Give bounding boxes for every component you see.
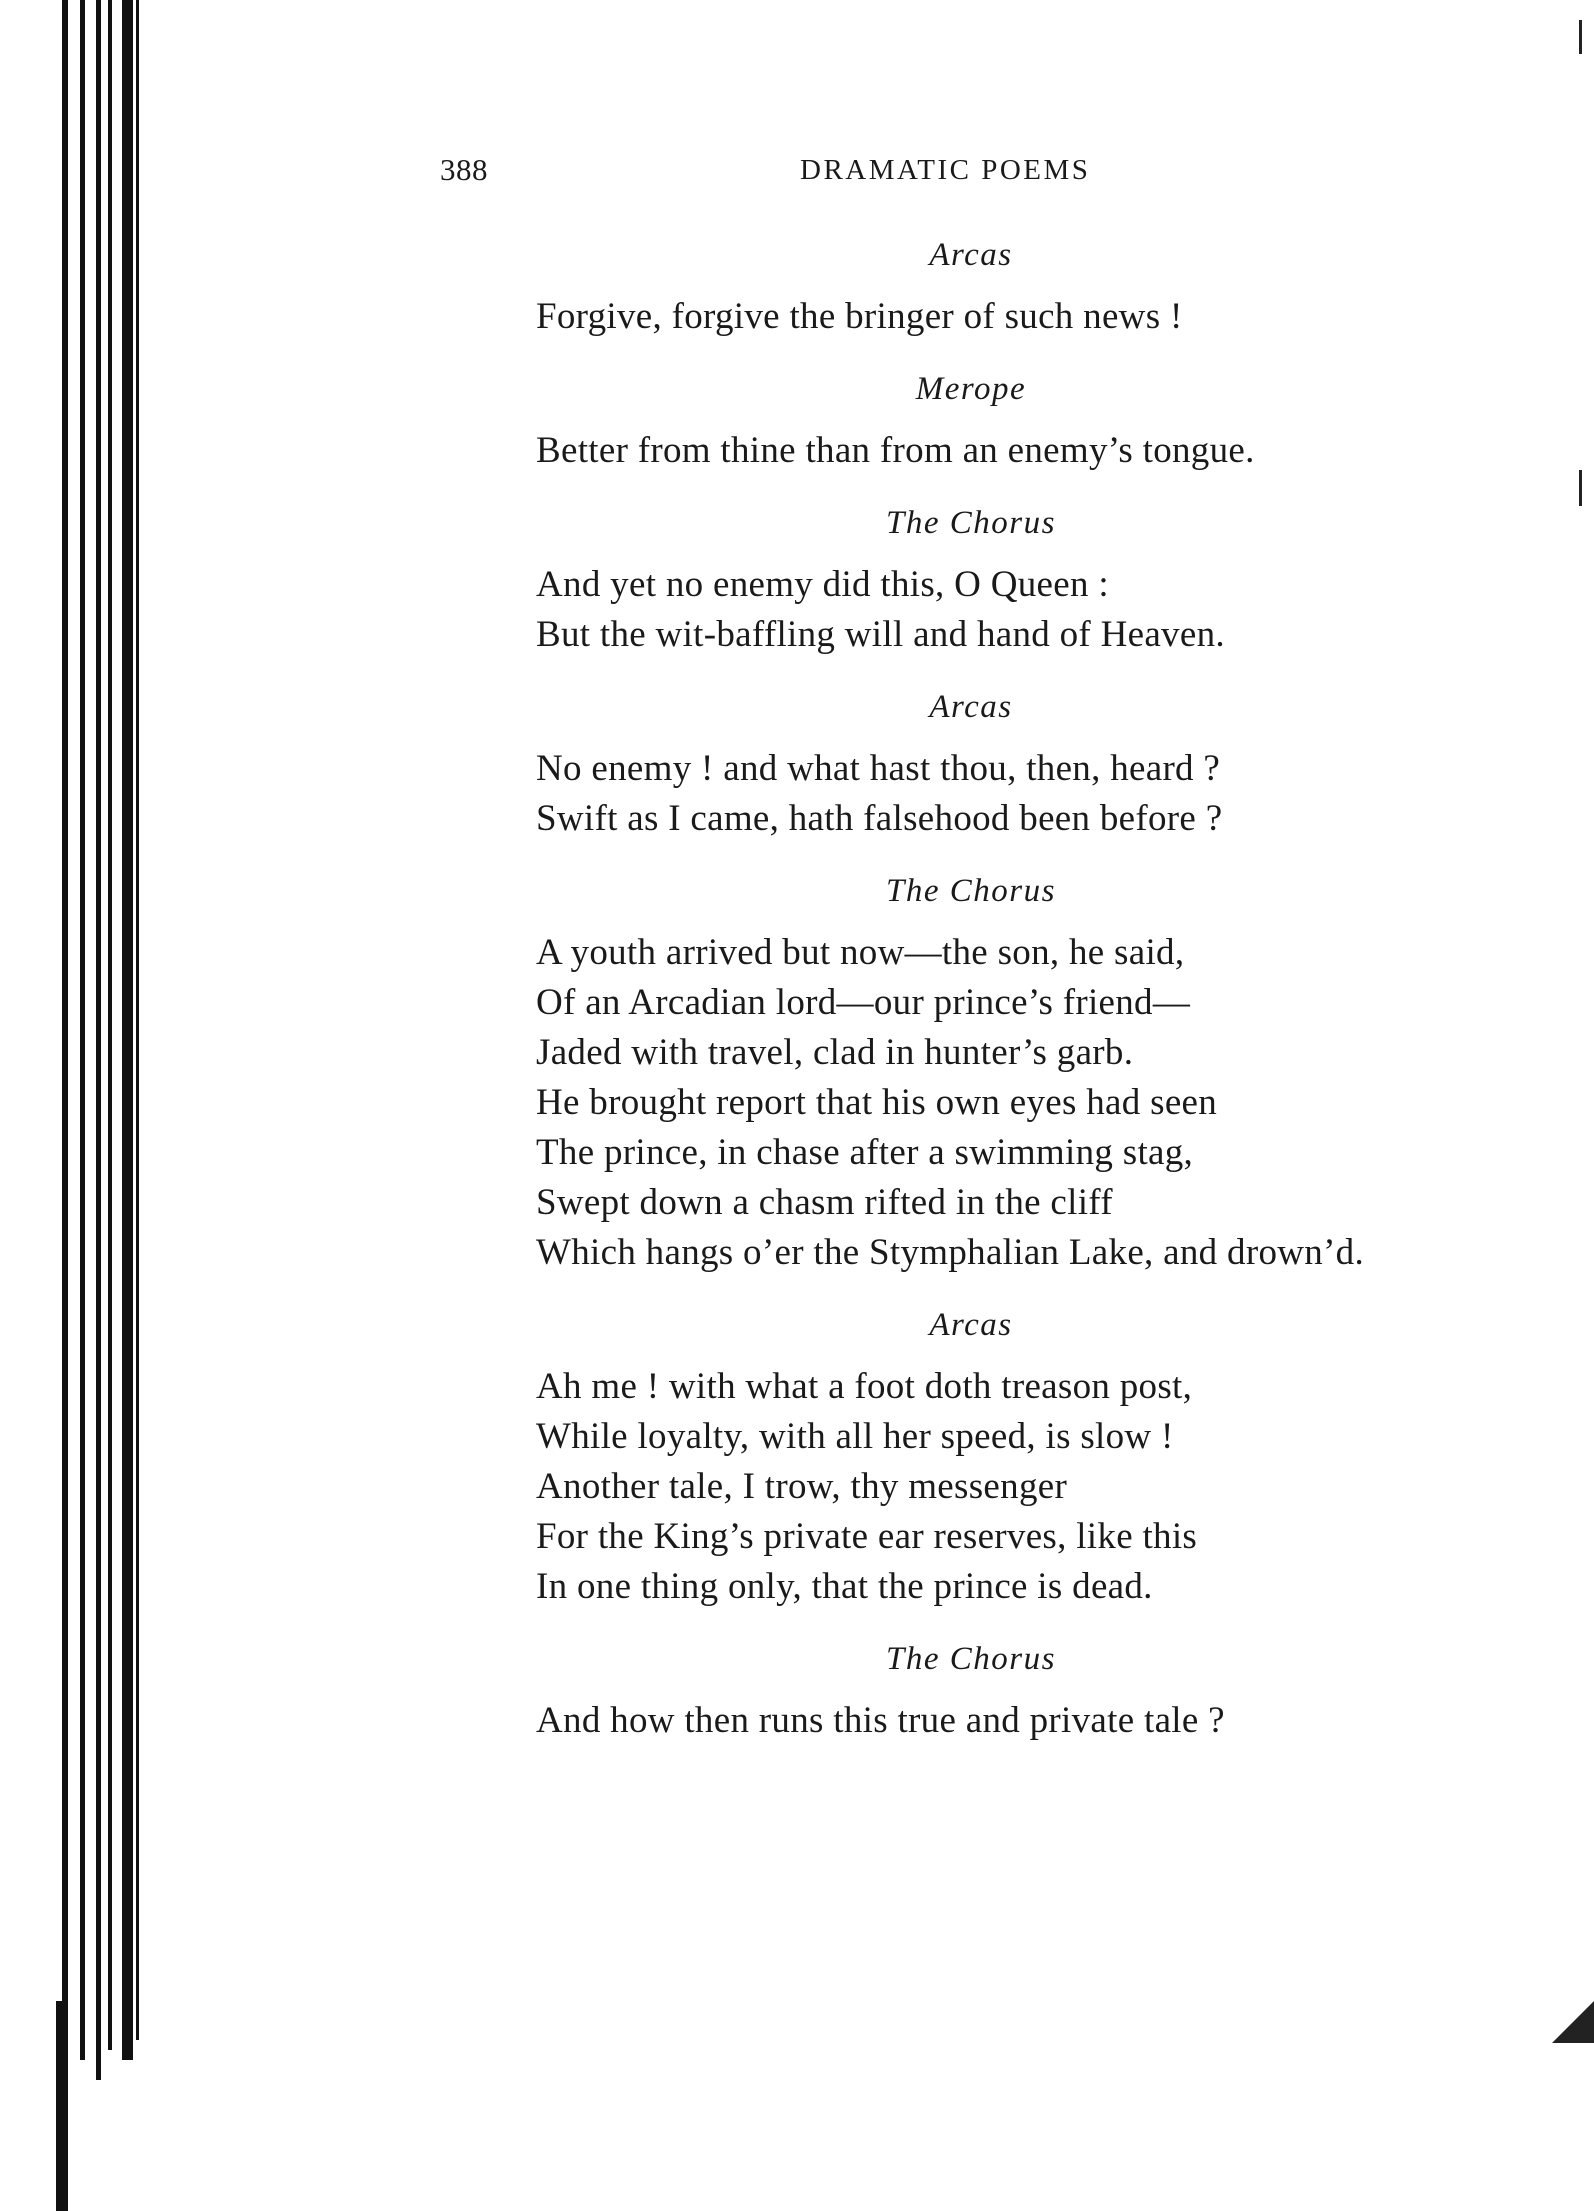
verse-line: For the King’s private ear reserves, like this: [536, 1516, 1198, 1557]
page-number: 388: [440, 152, 488, 187]
verse-line: Better from thine than from an enemy’s tongue.: [536, 430, 1255, 471]
verse-line: Another tale, I trow, thy messenger: [536, 1466, 1068, 1507]
binding-bar: [62, 0, 68, 2211]
binding-bar: [122, 0, 133, 2060]
speech: [536, 232, 1496, 342]
verse-line: Forgive, forgive the bringer of such news !: [536, 296, 1183, 337]
speaker-name: Arcas: [929, 689, 1013, 725]
speaker-name: The Chorus: [886, 1641, 1056, 1677]
speech: [536, 868, 1496, 1278]
binding-bar: [80, 0, 85, 2060]
speech: [536, 366, 1496, 476]
speaker-name: Arcas: [929, 237, 1013, 273]
verse-line: Of an Arcadian lord—our prince’s friend—: [536, 982, 1191, 1023]
verse-line: And yet no enemy did this, O Queen :: [536, 564, 1109, 605]
running-head: [440, 152, 1240, 196]
verse-line: But the wit-baffling will and hand of Heaven.: [536, 614, 1225, 655]
verse-line: No enemy ! and what hast thou, then, heard ?: [536, 748, 1221, 789]
verse-line: A youth arrived but now—the son, he said,: [536, 932, 1185, 973]
speaker-name: Arcas: [929, 1307, 1013, 1343]
binding-bar: [108, 0, 112, 2050]
scan-corner-mark: [1552, 2001, 1594, 2043]
speech: [536, 1636, 1496, 1746]
page-title: DRAMATIC POEMS: [800, 154, 1091, 186]
verse-line: While loyalty, with all her speed, is slow !: [536, 1416, 1174, 1457]
verse-line: In one thing only, that the prince is dead.: [536, 1566, 1153, 1607]
binding-bar: [56, 2001, 68, 2211]
verse-line: Jaded with travel, clad in hunter’s garb.: [536, 1032, 1134, 1073]
scan-speck: [1579, 20, 1582, 54]
verse-line: And how then runs this true and private tale ?: [536, 1700, 1225, 1741]
verse-line: Ah me ! with what a foot doth treason post,: [536, 1366, 1193, 1407]
verse-line: Swept down a chasm rifted in the cliff: [536, 1182, 1113, 1223]
binding-bar: [96, 0, 101, 2080]
verse-line: Swift as I came, hath falsehood been before ?: [536, 798, 1223, 839]
binding-bar: [136, 0, 139, 2040]
speech: [536, 684, 1496, 844]
speech: [536, 500, 1496, 660]
speaker-name: The Chorus: [886, 873, 1056, 909]
scan-speck: [1579, 470, 1582, 506]
speaker-name: Merope: [915, 371, 1027, 407]
speech: [536, 1302, 1496, 1612]
book-binding-edge: [0, 0, 150, 2211]
verse-line: Which hangs o’er the Stymphalian Lake, and drown’d.: [536, 1232, 1365, 1273]
verse-line: He brought report that his own eyes had seen: [536, 1082, 1218, 1123]
verse-line: The prince, in chase after a swimming stag,: [536, 1132, 1194, 1173]
speaker-name: The Chorus: [886, 505, 1056, 541]
poem-text: [536, 232, 1496, 1746]
